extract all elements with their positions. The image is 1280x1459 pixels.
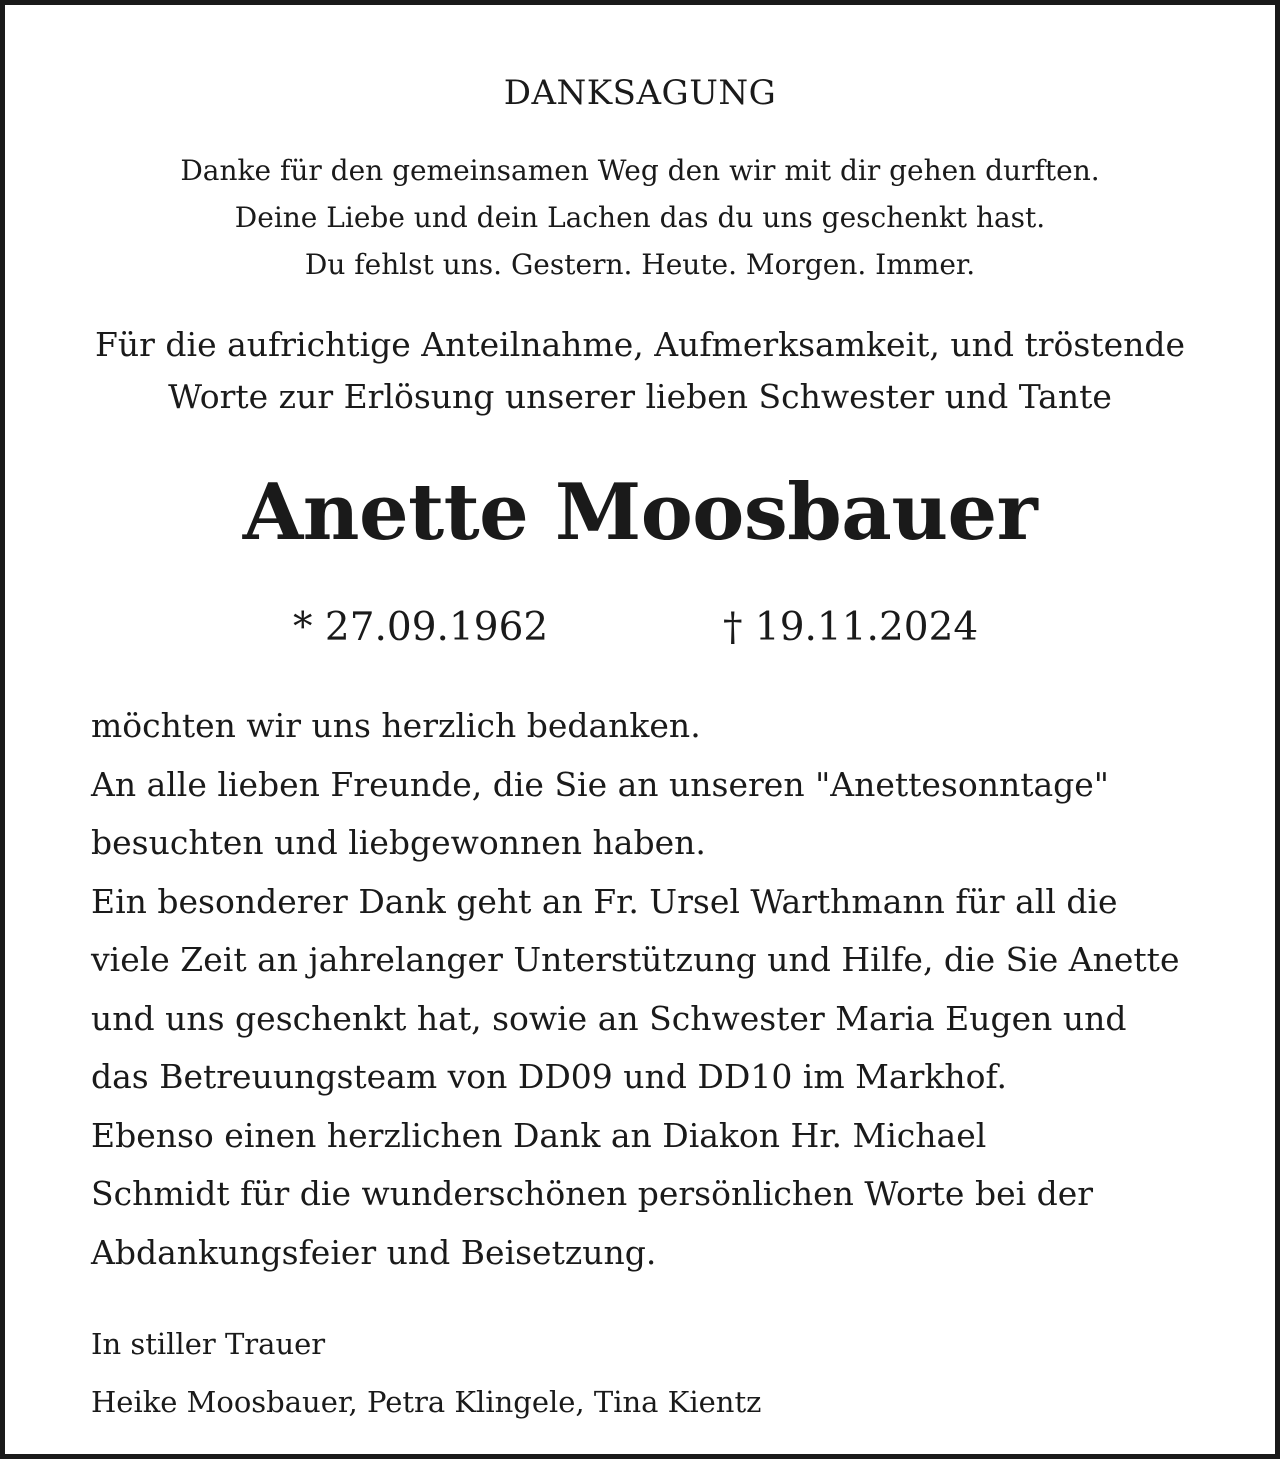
motto-line: Du fehlst uns. Gestern. Heute. Morgen. Immer. — [304, 248, 976, 281]
notice-heading: DANKSAGUNG — [503, 73, 777, 113]
intro-line: Worte zur Erlösung unserer lieben Schwester und Tante — [168, 377, 1112, 416]
birth-date: * 27.09.1962 — [293, 605, 549, 650]
body-line: und uns geschenkt hat, sowie an Schwester Maria Eugen und — [91, 998, 1127, 1038]
body-line: Ein besonderer Dank geht an Fr. Ursel Warthmann für all die — [91, 881, 1118, 921]
body-line: möchten wir uns herzlich bedanken. — [91, 706, 701, 745]
body-line: besuchten und liebgewonnen haben. — [91, 823, 706, 862]
intro-text — [5, 319, 1275, 423]
intro-line: Für die aufrichtige Anteilnahme, Aufmerksamkeit, und tröstende — [94, 325, 1185, 364]
death-date: † 19.11.2024 — [723, 605, 979, 650]
body-line: Schmidt für die wunderschönen persönlichen Worte bei der — [91, 1174, 1094, 1213]
closing-block — [91, 1315, 761, 1431]
signatories: Heike Moosbauer, Petra Klingele, Tina Kientz — [91, 1385, 762, 1419]
body-line: Ebenso einen herzlichen Dank an Diakon Hr. Michael — [91, 1115, 987, 1155]
motto-verse — [5, 147, 1275, 288]
body-line: Abdankungsfeier und Beisetzung. — [91, 1232, 657, 1272]
motto-line: Deine Liebe und dein Lachen das du uns geschenkt hast. — [234, 201, 1046, 234]
motto-line: Danke für den gemeinsamen Weg den wir mit dir gehen durften. — [180, 154, 1100, 187]
body-line: An alle lieben Freunde, die Sie an unseren "Anettesonntage" — [91, 764, 1109, 804]
thanks-body — [91, 697, 1251, 1282]
body-line: das Betreuungsteam von DD09 und DD10 im Markhof. — [91, 1057, 1008, 1096]
closing-phrase: In stiller Trauer — [91, 1327, 326, 1361]
deceased-name: Anette Moosbauer — [242, 467, 1038, 558]
body-line: viele Zeit an jahrelanger Unterstützung und Hilfe, die Sie Anette — [91, 940, 1180, 979]
